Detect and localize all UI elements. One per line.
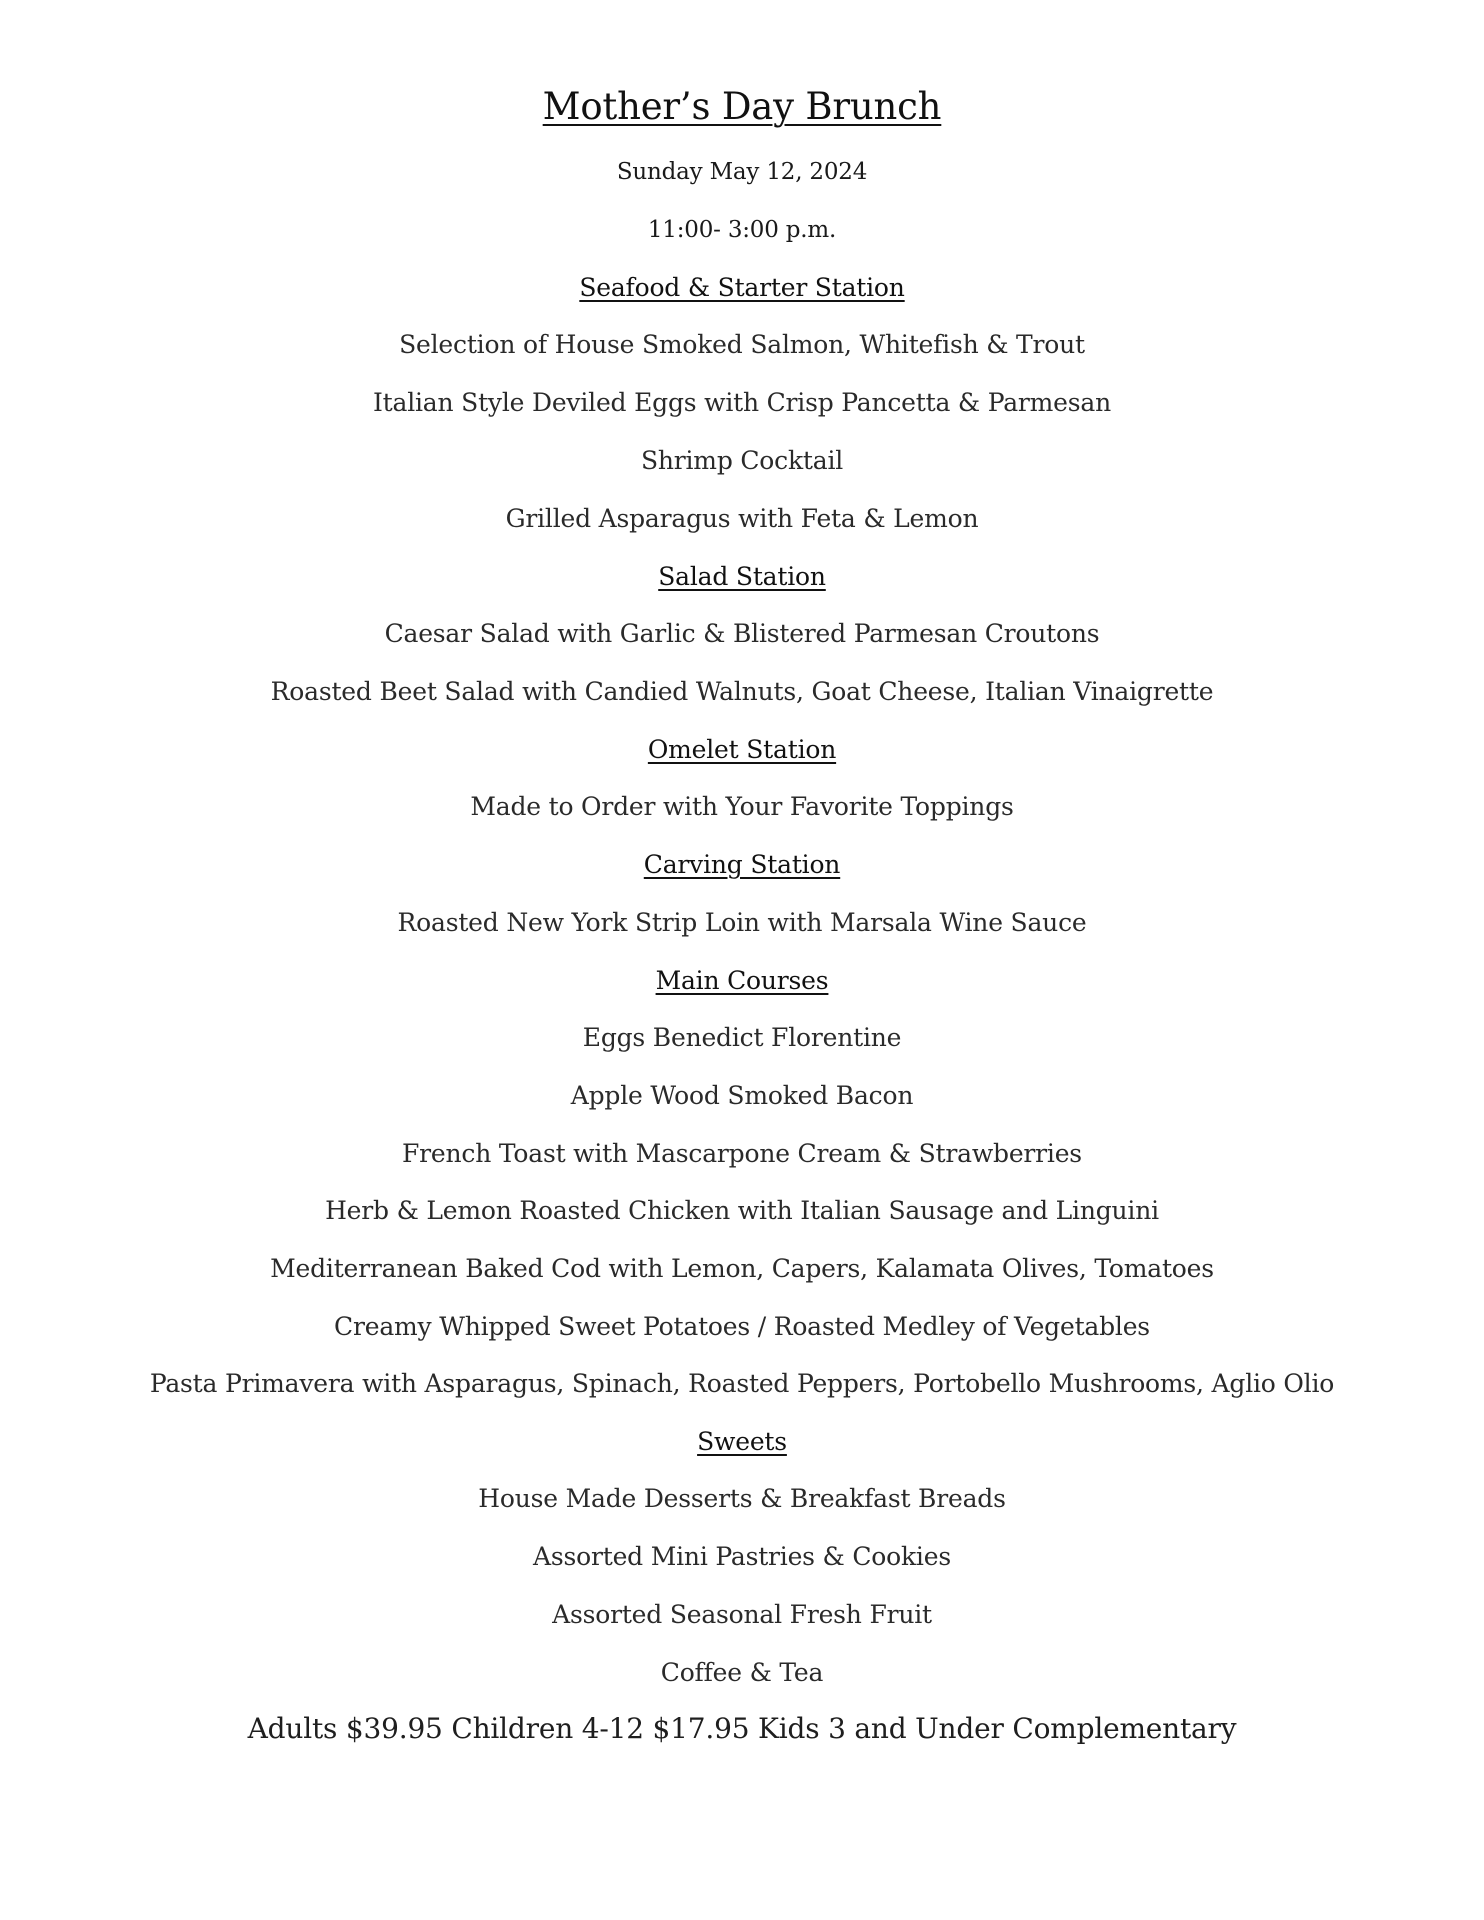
menu-item: Shrimp Cocktail [640,446,844,475]
menu-item: Roasted Beet Salad with Candied Walnuts, Goat Cheese, Italian Vinaigrette [270,677,1214,706]
menu-item: Caesar Salad with Garlic & Blistered Parmesan Croutons [384,619,1100,648]
event-time: 11:00- 3:00 p.m. [647,217,837,243]
menu-item: Apple Wood Smoked Bacon [570,1081,914,1110]
menu-item: Roasted New York Strip Loin with Marsala Wine Sauce [397,908,1087,937]
menu-item: Grilled Asparagus with Feta & Lemon [505,504,979,533]
menu-item: Creamy Whipped Sweet Potatoes / Roasted Medley of Vegetables [334,1312,1150,1341]
section-heading-sweets: Sweets [697,1427,787,1456]
menu-item: Italian Style Deviled Eggs with Crisp Pancetta & Parmesan [372,388,1111,417]
section-heading-main-courses: Main Courses [655,966,829,995]
section-heading-carving: Carving Station [643,850,841,879]
menu-item: Pasta Primavera with Asparagus, Spinach, Roasted Peppers, Portobello Mushrooms, Aglio Olio [149,1369,1335,1398]
section-heading-seafood-starter: Seafood & Starter Station [579,273,905,302]
pricing-line: Adults $39.95 Children 4-12 $17.95 Kids 3 and Under Complementary [247,1712,1237,1745]
menu-item: Eggs Benedict Florentine [582,1023,902,1052]
menu-item: Mediterranean Baked Cod with Lemon, Capers, Kalamata Olives, Tomatoes [270,1254,1214,1283]
menu-item: Made to Order with Your Favorite Toppings [470,792,1014,821]
menu-item: Assorted Mini Pastries & Cookies [533,1542,951,1571]
event-date: Sunday May 12, 2024 [616,159,868,185]
menu-item: Herb & Lemon Roasted Chicken with Italian Sausage and Linguini [325,1196,1159,1225]
menu-item: Selection of House Smoked Salmon, Whitefish & Trout [399,330,1085,359]
menu-item: French Toast with Mascarpone Cream & Strawberries [402,1139,1082,1168]
menu-item: Assorted Seasonal Fresh Fruit [552,1600,932,1629]
menu-item: Coffee & Tea [660,1658,824,1687]
section-heading-omelet: Omelet Station [647,735,837,764]
section-heading-salad: Salad Station [658,562,826,591]
menu-title: Mother’s Day Brunch [542,85,942,128]
menu-item: House Made Desserts & Breakfast Breads [478,1484,1006,1513]
